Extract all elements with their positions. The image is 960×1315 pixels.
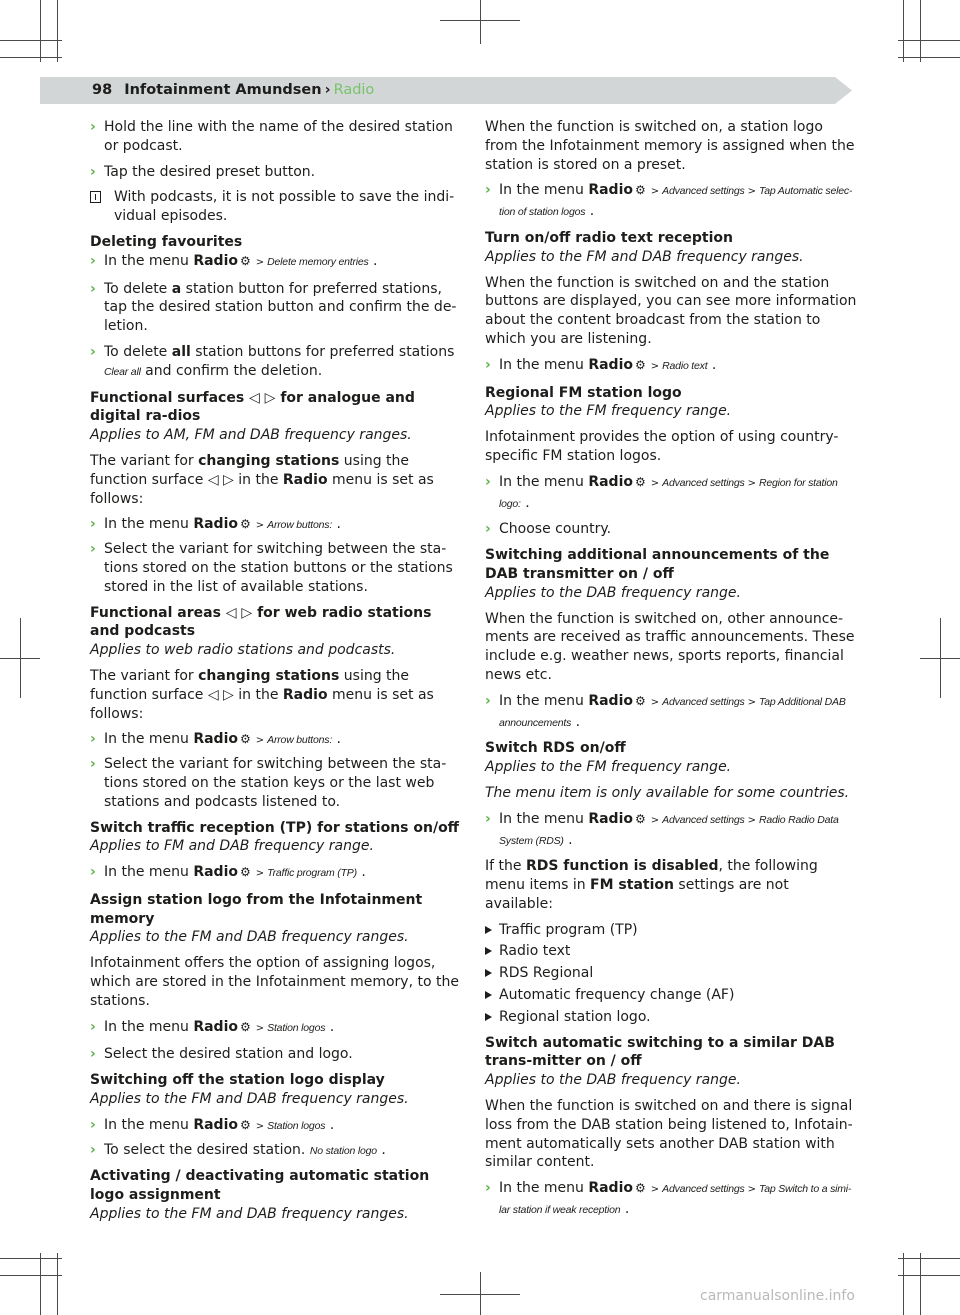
paragraph: When the function is switched on, other announce-ments are received as traffic announcements. These include e.g. weather news, sports reports, financial news etc. — [485, 610, 855, 683]
path-arrow-icon: > — [650, 696, 660, 708]
menu-instruction — [90, 515, 462, 536]
settings-gear-icon: ⚙ — [240, 253, 251, 268]
text-run: using the function surface ◁ ▷ in the — [90, 452, 410, 488]
text-run: , the following menu items in — [485, 858, 818, 894]
menu-item-label: No station logo — [309, 1144, 377, 1157]
menu-path-item: Radio text — [662, 359, 708, 372]
menu-instruction — [485, 692, 857, 733]
menu-instruction — [90, 1116, 462, 1137]
crop-mark — [57, 0, 58, 62]
crop-mark — [40, 0, 41, 62]
menu-name: Radio — [193, 1116, 238, 1133]
list-item — [485, 986, 857, 1005]
menu-path-item: Advanced settings — [662, 813, 745, 826]
step-end: . — [373, 252, 378, 269]
menu-name: Radio — [588, 810, 633, 827]
path-arrow-icon: > — [747, 1184, 756, 1196]
bold-term: FM station — [590, 877, 674, 894]
path-arrow-icon: > — [255, 868, 265, 880]
instruction-step — [90, 1141, 462, 1161]
step-chevron-icon: › — [485, 810, 491, 827]
menu-path-item: Arrow buttons: — [267, 734, 333, 747]
step-text: Select the desired station and logo. — [104, 1046, 353, 1063]
step-end: . — [711, 356, 717, 373]
crop-mark — [440, 20, 520, 21]
text-run: To delete — [104, 343, 172, 360]
step-chevron-icon: › — [90, 756, 96, 773]
applies-note: Applies to FM and DAB frequency range. — [90, 838, 374, 855]
crop-mark — [898, 40, 960, 41]
menu-path-item: Station logos — [267, 1021, 326, 1034]
step-end: . — [329, 1018, 335, 1035]
step-text: In the menu — [499, 182, 584, 199]
crop-mark — [0, 57, 62, 58]
info-note — [90, 188, 462, 226]
bold-term: RDS function is disabled — [525, 858, 719, 875]
instruction-step — [90, 540, 462, 596]
settings-gear-icon: ⚙ — [240, 1117, 251, 1132]
menu-name: Radio — [588, 473, 633, 490]
path-arrow-icon: > — [650, 477, 660, 489]
path-arrow-icon: > — [650, 186, 660, 198]
settings-gear-icon: ⚙ — [635, 811, 646, 826]
left-column — [90, 118, 462, 1231]
step-text: In the menu — [104, 864, 189, 881]
list-item-text: Automatic frequency change (AF) — [499, 987, 735, 1004]
crop-mark — [57, 1253, 58, 1315]
path-arrow-icon: > — [747, 477, 756, 489]
step-text: Tap the desired preset button. — [104, 163, 316, 180]
text-run: If the — [485, 858, 526, 875]
step-chevron-icon: › — [485, 356, 491, 373]
menu-path-item: Radio Radio Data System (RDS) — [499, 813, 839, 847]
section-heading: Switch RDS on/off — [485, 740, 626, 757]
section-heading: Switch traffic reception (TP) for stations on/off — [90, 819, 460, 836]
paragraph: Infotainment offers the option of assigning logos, which are stored in the Infotainment memory, to the stations. — [90, 955, 459, 1009]
path-arrow-icon: > — [255, 256, 265, 268]
list-item — [485, 1008, 857, 1027]
step-end: . — [589, 203, 595, 220]
step-text: In the menu — [499, 473, 584, 490]
step-text: In the menu — [104, 1018, 189, 1035]
step-text: In the menu — [499, 356, 584, 373]
instruction-step — [90, 280, 462, 336]
settings-gear-icon: ⚙ — [240, 732, 251, 747]
path-arrow-icon: > — [650, 1184, 660, 1196]
step-chevron-icon: › — [485, 1180, 491, 1197]
step-chevron-icon: › — [90, 541, 96, 558]
applies-note: Applies to the FM and DAB frequency ranges. — [90, 929, 409, 946]
bold-term: Radio — [282, 471, 328, 488]
applies-note: Applies to the FM frequency range. — [485, 403, 732, 420]
path-arrow-icon: > — [650, 360, 660, 372]
text-run: station buttons for preferred stations — [190, 343, 455, 360]
section-heading: Switch automatic switching to a similar DAB trans-mitter on / off — [485, 1034, 835, 1070]
step-chevron-icon: › — [90, 1046, 96, 1063]
menu-path-item: Tap Automatic selec-tion of station logos — [499, 185, 853, 219]
path-arrow-icon: > — [255, 1022, 265, 1034]
path-arrow-icon: > — [255, 520, 265, 532]
section-heading: Functional surfaces ◁ ▷ for analogue and digital ra-dios — [90, 389, 415, 425]
menu-path-item: Advanced settings — [662, 185, 745, 198]
paragraph — [90, 667, 462, 723]
step-chevron-icon: › — [90, 119, 96, 135]
step-text: Hold the line with the name of the desired station or podcast. — [104, 119, 453, 154]
path-arrow-icon: > — [255, 735, 265, 747]
bullet-triangle-icon — [485, 1013, 492, 1021]
menu-path-item: Traffic program (TP) — [267, 867, 357, 880]
menu-instruction — [90, 252, 462, 273]
crop-mark — [480, 0, 481, 44]
crop-mark — [903, 1253, 904, 1315]
path-arrow-icon: > — [650, 814, 660, 826]
list-item — [485, 921, 857, 940]
list-item-text: Regional station logo. — [499, 1008, 651, 1025]
bullet-triangle-icon — [485, 947, 492, 955]
note-text: With podcasts, it is not possible to save the indi-vidual episodes. — [114, 189, 455, 225]
menu-name: Radio — [193, 252, 238, 269]
text-run: and confirm the deletion. — [140, 362, 323, 379]
instruction-step — [485, 520, 857, 539]
info-icon — [90, 191, 101, 203]
list-item-text: Radio text — [499, 943, 571, 960]
crop-mark — [898, 57, 960, 58]
applies-note: Applies to the FM and DAB frequency ranges. — [90, 1091, 409, 1108]
step-text: In the menu — [499, 810, 584, 827]
step-chevron-icon: › — [90, 343, 96, 360]
text-run: using the function surface ◁ ▷ in the — [90, 667, 410, 703]
section-heading: Turn on/off radio text reception — [485, 229, 733, 246]
paragraph — [90, 452, 462, 508]
section-heading: Activating / deactivating automatic station logo assignment — [90, 1168, 430, 1204]
menu-path-item: Arrow buttons: — [267, 519, 333, 532]
step-end: . — [575, 713, 581, 730]
section-title: Infotainment Amundsen — [124, 82, 322, 98]
path-arrow-icon: > — [747, 696, 756, 708]
section-heading: Regional FM station logo — [485, 384, 682, 401]
menu-path-item: Tap Additional DAB announcements — [499, 695, 846, 729]
instruction-step — [90, 1045, 462, 1064]
crop-mark — [0, 40, 62, 41]
text-run: settings are not available: — [485, 877, 789, 912]
menu-path-item: Tap Switch to a simi-lar station if weak reception — [499, 1183, 852, 1217]
menu-instruction — [485, 356, 857, 377]
bullet-triangle-icon — [485, 969, 492, 977]
step-chevron-icon: › — [90, 516, 96, 533]
section-heading: Switching additional announcements of the DAB transmitter on / off — [485, 547, 830, 582]
text-run: station button for preferred stations, tap the desired station button and confirm the de-letion. — [104, 280, 457, 335]
menu-name: Radio — [588, 1180, 633, 1197]
paragraph: When the function is switched on and the station buttons are displayed, you can see more information about the content broadcast from the station to which you are listening. — [485, 274, 857, 347]
crop-mark — [920, 1253, 921, 1315]
step-end: . — [336, 731, 341, 748]
section-heading: Switching off the station logo display — [90, 1072, 385, 1089]
menu-item-label: Clear all — [104, 365, 141, 378]
crop-mark — [920, 658, 960, 659]
paragraph: Infotainment provides the option of using country-specific FM station logos. — [485, 429, 839, 464]
text-run: menu is set as follows: — [90, 686, 434, 722]
step-end: . — [361, 864, 366, 881]
crop-mark — [898, 1275, 960, 1276]
step-text: Choose country. — [499, 521, 612, 538]
bold-term: changing stations — [198, 452, 340, 469]
settings-gear-icon: ⚙ — [635, 357, 646, 372]
step-end: . — [525, 494, 530, 511]
crop-mark — [0, 1275, 62, 1276]
text-run: To delete — [104, 280, 172, 297]
crop-mark — [40, 1253, 41, 1315]
list-item — [485, 942, 857, 961]
step-text: In the menu — [104, 516, 189, 533]
applies-note: Applies to the FM and DAB frequency ranges. — [485, 248, 804, 265]
step-end: . — [329, 1116, 335, 1133]
step-chevron-icon: › — [90, 280, 96, 297]
applies-note: Applies to the FM frequency range. — [485, 759, 732, 776]
section-heading: Assign station logo from the Infotainment memory — [90, 891, 423, 927]
menu-name: Radio — [193, 516, 238, 533]
step-text: In the menu — [104, 731, 189, 748]
crop-mark — [440, 1294, 520, 1295]
menu-path-item: Advanced settings — [662, 695, 745, 708]
instruction-step — [90, 163, 462, 182]
step-chevron-icon: › — [485, 473, 491, 490]
settings-gear-icon: ⚙ — [635, 183, 646, 198]
menu-name: Radio — [588, 182, 633, 199]
step-chevron-icon: › — [90, 864, 96, 881]
bold-term: a — [171, 280, 182, 297]
right-column — [485, 118, 857, 1227]
breadcrumb-separator: › — [324, 82, 331, 98]
step-text: In the menu — [104, 1116, 189, 1133]
settings-gear-icon: ⚙ — [240, 865, 251, 880]
bold-term: changing stations — [198, 667, 340, 684]
menu-instruction — [485, 810, 857, 851]
menu-instruction — [485, 473, 857, 514]
section-heading: Functional areas ◁ ▷ for web radio stations and podcasts — [90, 604, 432, 640]
step-chevron-icon: › — [90, 1116, 96, 1133]
step-chevron-icon: › — [90, 163, 96, 180]
text-run: The variant for — [90, 452, 199, 469]
applies-note: Applies to the DAB frequency range. — [485, 1072, 741, 1089]
crop-mark — [898, 1258, 960, 1259]
page-number: 98 — [92, 82, 113, 98]
menu-name: Radio — [193, 731, 238, 748]
settings-gear-icon: ⚙ — [240, 517, 251, 532]
crop-mark — [920, 0, 921, 62]
list-item-text: RDS Regional — [499, 965, 594, 982]
menu-instruction — [485, 1179, 857, 1220]
menu-name: Radio — [588, 356, 633, 373]
applies-note: Applies to web radio stations and podcasts. — [90, 642, 396, 659]
bold-term: all — [171, 343, 191, 360]
text-run: menu is set as follows: — [90, 471, 434, 507]
instruction-step — [90, 343, 462, 382]
step-text: Select the variant for switching between the sta-tions stored on the station keys or the last web stations and podcasts listened to. — [104, 756, 447, 810]
step-text: In the menu — [104, 252, 189, 269]
step-chevron-icon: › — [90, 731, 96, 748]
menu-name: Radio — [193, 1018, 238, 1035]
step-chevron-icon: › — [90, 252, 96, 269]
menu-path-item: Region for station logo: — [499, 476, 838, 510]
menu-path-item: Advanced settings — [662, 1183, 745, 1196]
menu-instruction — [485, 181, 857, 222]
applies-note: Applies to the FM and DAB frequency ranges. — [90, 1206, 409, 1223]
menu-path-item: Station logos — [267, 1119, 326, 1132]
crop-mark — [0, 658, 40, 659]
menu-name: Radio — [588, 692, 633, 709]
menu-instruction — [90, 730, 462, 751]
step-chevron-icon: › — [485, 182, 491, 199]
list-item-text: Traffic program (TP) — [499, 921, 638, 938]
menu-path-item: Delete memory entries — [267, 255, 369, 268]
list-item — [485, 964, 857, 983]
watermark: carmanualsonline.info — [700, 1288, 855, 1304]
settings-gear-icon: ⚙ — [635, 1181, 646, 1196]
bullet-triangle-icon — [485, 991, 492, 999]
text-run: To select the desired station. — [104, 1141, 310, 1158]
bullet-triangle-icon — [485, 926, 492, 934]
section-heading: Deleting favourites — [90, 233, 243, 250]
breadcrumb-current: Radio — [333, 82, 375, 98]
crop-mark — [0, 1258, 62, 1259]
paragraph: When the function is switched on, a station logo from the Infotainment memory is assigned when the station is stored on a preset. — [485, 119, 855, 173]
instruction-step — [90, 755, 462, 811]
step-chevron-icon: › — [485, 521, 491, 538]
step-text: Select the variant for switching between the sta-tions stored on the station buttons or the stations stored in the list of available stations. — [104, 541, 453, 595]
path-arrow-icon: > — [255, 1120, 265, 1132]
step-end: . — [336, 516, 341, 533]
applies-note: Applies to the DAB frequency range. — [485, 584, 741, 601]
step-chevron-icon: › — [90, 1141, 96, 1158]
crop-mark — [903, 0, 904, 62]
step-chevron-icon: › — [485, 692, 491, 709]
bold-term: Radio — [282, 686, 328, 703]
paragraph: When the function is switched on and there is signal loss from the DAB station being listened to, Infotain-ment automatically sets another DAB station with similar content. — [485, 1098, 853, 1171]
settings-gear-icon: ⚙ — [635, 474, 646, 489]
menu-instruction — [90, 1018, 462, 1039]
path-arrow-icon: > — [747, 814, 756, 826]
settings-gear-icon: ⚙ — [635, 693, 646, 708]
paragraph — [485, 857, 857, 913]
settings-gear-icon: ⚙ — [240, 1019, 251, 1034]
step-text: In the menu — [499, 692, 584, 709]
menu-path-item: Advanced settings — [662, 476, 745, 489]
text-run: The variant for — [90, 667, 199, 684]
step-text: In the menu — [499, 1180, 584, 1197]
step-chevron-icon: › — [90, 1018, 96, 1035]
applies-note: The menu item is only available for some countries. — [485, 784, 850, 801]
text-run: . — [376, 1141, 386, 1158]
applies-note: Applies to AM, FM and DAB frequency ranges. — [90, 427, 412, 444]
step-end: . — [568, 831, 573, 848]
instruction-step — [90, 118, 462, 156]
menu-instruction — [90, 863, 462, 884]
menu-name: Radio — [193, 864, 238, 881]
step-end: . — [624, 1201, 630, 1218]
path-arrow-icon: > — [747, 186, 756, 198]
running-header — [92, 80, 374, 100]
